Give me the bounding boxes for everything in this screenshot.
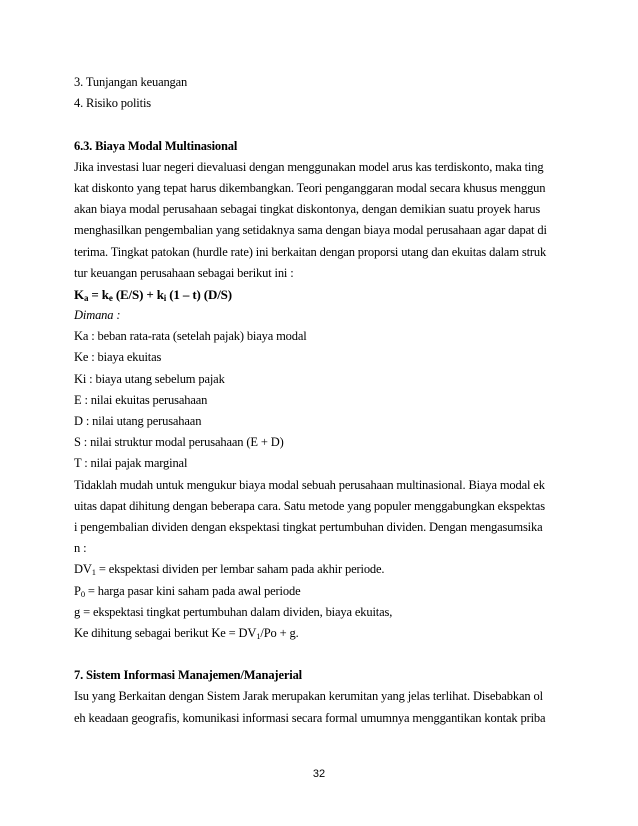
list-item-tunjangan: 3. Tunjangan keuangan: [74, 75, 188, 89]
variable-g: g = ekspektasi tingkat pertumbuhan dalam dividen, biaya ekuitas,: [74, 604, 393, 619]
paragraph-line: tur keuangan perusahaan sebagai berikut ini :: [74, 265, 294, 280]
definition-e: E : nilai ekuitas perusahaan: [74, 392, 208, 407]
paragraph-line: menghasilkan pengembalian yang setidaknya sama dengan biaya modal perusahaan agar dapat di: [74, 223, 547, 238]
paragraph-line: i pengembalian dividen dengan ekspektasi tingkat pertumbuhan dividen. Dengan mengasumsika: [74, 519, 543, 534]
paragraph-line: terima. Tingkat patokan (hurdle rate) ini berkaitan dengan proporsi utang dan ekuitas dalam struk: [74, 244, 547, 259]
definition-d: D : nilai utang perusahaan: [74, 414, 202, 428]
variable-dv1: $DV_1$ = ekspektasi dividen per lembar saham pada akhir periode.: [74, 562, 385, 578]
section-heading-biaya-modal: 6.3. Biaya Modal Multinasional: [74, 138, 238, 153]
definition-t: T : nilai pajak marginal: [74, 456, 188, 471]
paragraph-line: n :: [74, 541, 87, 556]
definition-ki: Ki : biaya utang sebelum pajak: [74, 371, 225, 386]
where-label: Dimana :: [74, 308, 121, 323]
ke-formula-line: Ke dihitung sebagai berikut $Ke = DV_1/Po + g$.: [74, 625, 299, 641]
paragraph-line: akan biaya modal perusahaan sebagai tingkat diskontonya, dengan demikian suatu proyek harus: [74, 202, 541, 217]
paragraph-line: kat diskonto yang tepat harus dikembangkan. Teori penganggaran modal secara khusus menggun: [74, 180, 546, 195]
document-page: [74, 72, 574, 729]
definition-s: S : nilai struktur modal perusahaan (E + D): [74, 435, 284, 450]
page-number: 32: [312, 768, 326, 780]
cost-of-capital-formula: $K_a = k_e$ $(E/S) + k_i$ (1 – t) (D/S): [74, 286, 232, 303]
variable-p0: $P_0$ = harga pasar kini saham pada awal periode: [74, 583, 301, 599]
paragraph-line: eh keadaan geografis, komunikasi informasi secara formal umumnya menggantikan kontak priba: [74, 710, 546, 725]
definition-ka: Ka : beban rata-rata (setelah pajak) biaya modal: [74, 329, 307, 344]
paragraph-line: Isu yang Berkaitan dengan Sistem Jarak merupakan kerumitan yang jelas terlihat. Disebabkan ol: [74, 689, 543, 704]
list-item-risiko: 4. Risiko politis: [74, 96, 151, 111]
paragraph-line: uitas dapat dihitung dengan beberapa cara. Satu metode yang populer menggabungkan ekspektas: [74, 498, 545, 513]
paragraph-line: Tidaklah mudah untuk mengukur biaya modal sebuah perusahaan multinasional. Biaya modal ek: [74, 477, 545, 492]
paragraph-line: Jika investasi luar negeri dievaluasi dengan menggunakan model arus kas terdiskonto, maka ting: [74, 159, 544, 174]
definition-ke: Ke : biaya ekuitas: [74, 350, 162, 365]
section-heading-sistem-informasi: 7. Sistem Informasi Manajemen/Manajerial: [74, 668, 302, 683]
